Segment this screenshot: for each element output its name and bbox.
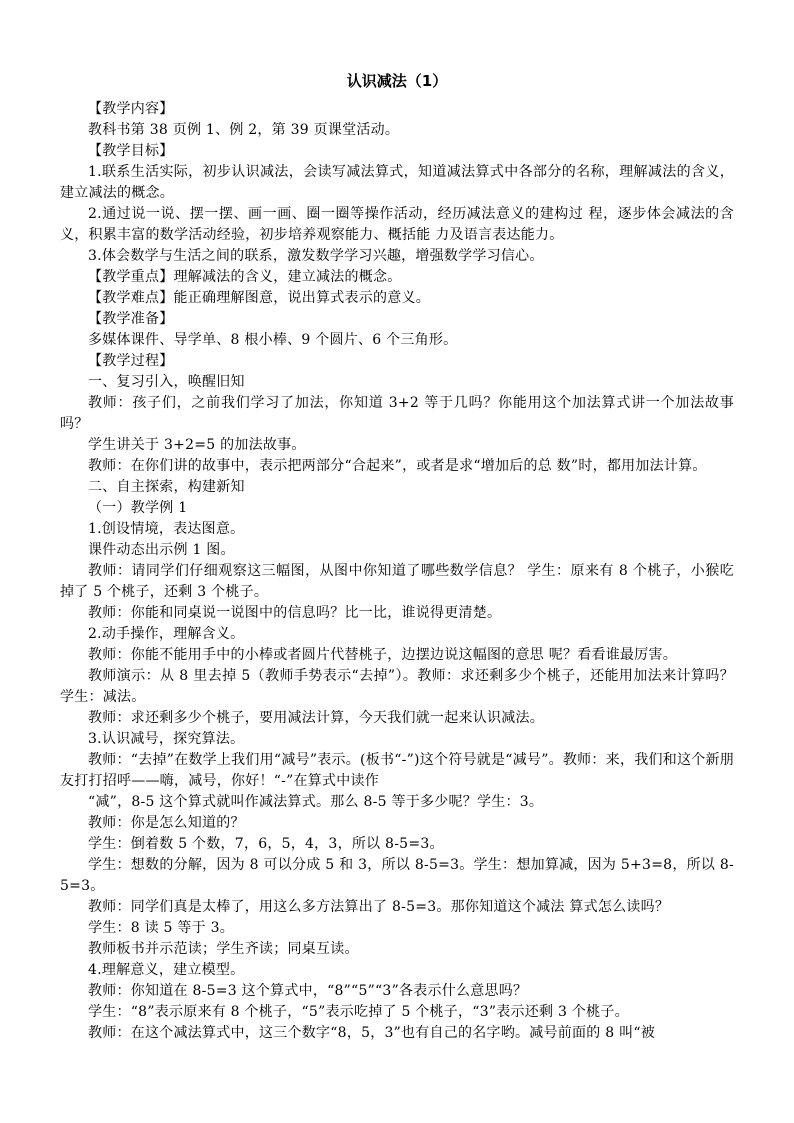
paragraph: 教师：你能和同桌说一说图中的信息吗？比一比，谁说得更清楚。	[88, 605, 502, 621]
paragraph: 教师：在这个减法算式中，这三个数字“8，5，3”也有自己的名字哟。减号前面的 8 叫“被	[88, 1025, 655, 1041]
paragraph: 1.创设情境，表达图意。	[88, 521, 245, 537]
paragraph: 教师：求还剩多少个桃子，要用减法计算，今天我们就一起来认识减法。	[88, 710, 544, 726]
paragraph: 教师：你是怎么知道的？	[88, 815, 245, 831]
paragraph: 3.体会数学与生活之间的联系，激发数学学习兴趣，增强数学学习信心。	[88, 248, 544, 264]
paragraph: 教师：你知道在 8-5=3 这个算式中，“8”“5”“3”各表示什么意思吗？	[88, 983, 528, 999]
paragraph: 教师：孩子们，之前我们学习了加法，你知道 3+2 等于几吗？你能用这个加法算式讲一个加法故事吗？	[60, 395, 734, 432]
paragraph-subheading: （一）教学例 1	[88, 500, 188, 516]
paragraph-section-heading: 【教学内容】	[88, 101, 174, 117]
paragraph: 4.理解意义，建立模型。	[88, 962, 245, 978]
paragraph: 多媒体课件、导学单、8 根小棒、9 个圆片、6 个三角形。	[88, 332, 458, 348]
paragraph-section-heading: 【教学准备】	[88, 311, 174, 327]
paragraph: 2.通过说一说、摆一摆、画一画、圈一圈等操作活动，经历减法意义的建构过 程，逐步体会减法的含义，积累丰富的数学活动经验，初步培养观察能力、概括能 力及语言表达能力。	[60, 206, 734, 243]
paragraph: 学生讲关于 3+2=5 的加法故事。	[88, 437, 306, 453]
paragraph: 学生：想数的分解，因为 8 可以分成 5 和 3，所以 8-5=3。学生：想加算减，因为 5+3=8，所以 8-5=3。	[60, 857, 734, 894]
paragraph: 2.动手操作，理解含义。	[88, 626, 245, 642]
paragraph: 教师演示：从 8 里去掉 5（教师手势表示“去掉”）。教师：求还剩多少个桃子，还能用加法来计算吗？ 学生：减法。	[60, 668, 734, 705]
paragraph: 教师：你能不能用手中的小棒或者圆片代替桃子，边摆边说这幅图的意思 呢？看看谁最厉害。	[88, 647, 677, 663]
paragraph: 3.认识减号，探究算法。	[88, 731, 245, 747]
paragraph: 【教学重点】理解减法的含义，建立减法的概念。	[88, 269, 402, 285]
document-page	[60, 0, 734, 1123]
paragraph: 教科书第 38 页例 1、例 2，第 39 页课堂活动。	[88, 122, 400, 138]
paragraph-section-heading: 【教学过程】	[88, 353, 174, 369]
paragraph: 学生：8 读 5 等于 3。	[88, 920, 235, 936]
paragraph-subheading: 二、自主探索，构建新知	[88, 479, 245, 495]
document-title: 认识减法（1）	[346, 72, 448, 90]
paragraph: 教师：同学们真是太棒了，用这么多方法算出了 8-5=3。那你知道这个减法 算式怎么读吗？	[88, 899, 670, 915]
paragraph: 教师：请同学们仔细观察这三幅图，从图中你知道了哪些数学信息？ 学生：原来有 8 个桃子，小猴吃掉了 5 个桃子，还剩 3 个桃子。	[60, 563, 734, 600]
paragraph: 教师：在你们讲的故事中，表示把两部分“合起来”，或者是求“增加后的总 数”时，都用加法计算。	[88, 458, 707, 474]
paragraph: 学生：“8”表示原来有 8 个桃子，“5”表示吃掉了 5 个桃子，“3”表示还剩 3 个桃子。	[88, 1004, 629, 1020]
paragraph: 【教学难点】能正确理解图意，说出算式表示的意义。	[88, 290, 430, 306]
paragraph: 教师板书并示范读；学生齐读；同桌互读。	[88, 941, 359, 957]
paragraph: “减”，8-5 这个算式就叫作减法算式。那么 8-5 等于多少呢？学生：3。	[88, 794, 544, 810]
paragraph-section-heading: 【教学目标】	[88, 143, 174, 159]
paragraph: 教师：“去掉”在数学上我们用“减号”表示。(板书“-”)这个符号就是“减号”。教师：来，我们和这个新朋友打打招呼——嗨，减号，你好！“-”在算式中读作	[60, 752, 734, 789]
paragraph: 课件动态出示例 1 图。	[88, 542, 235, 558]
paragraph: 学生：倒着数 5 个数，7，6，5，4，3，所以 8-5=3。	[88, 836, 444, 852]
document-body	[60, 99, 734, 1044]
paragraph: 1.联系生活实际，初步认识减法，会读写减法算式，知道减法算式中各部分的名称，理解减法的含义，建立减法的概念。	[60, 164, 734, 201]
paragraph-subheading: 一、复习引入，唤醒旧知	[88, 374, 245, 390]
